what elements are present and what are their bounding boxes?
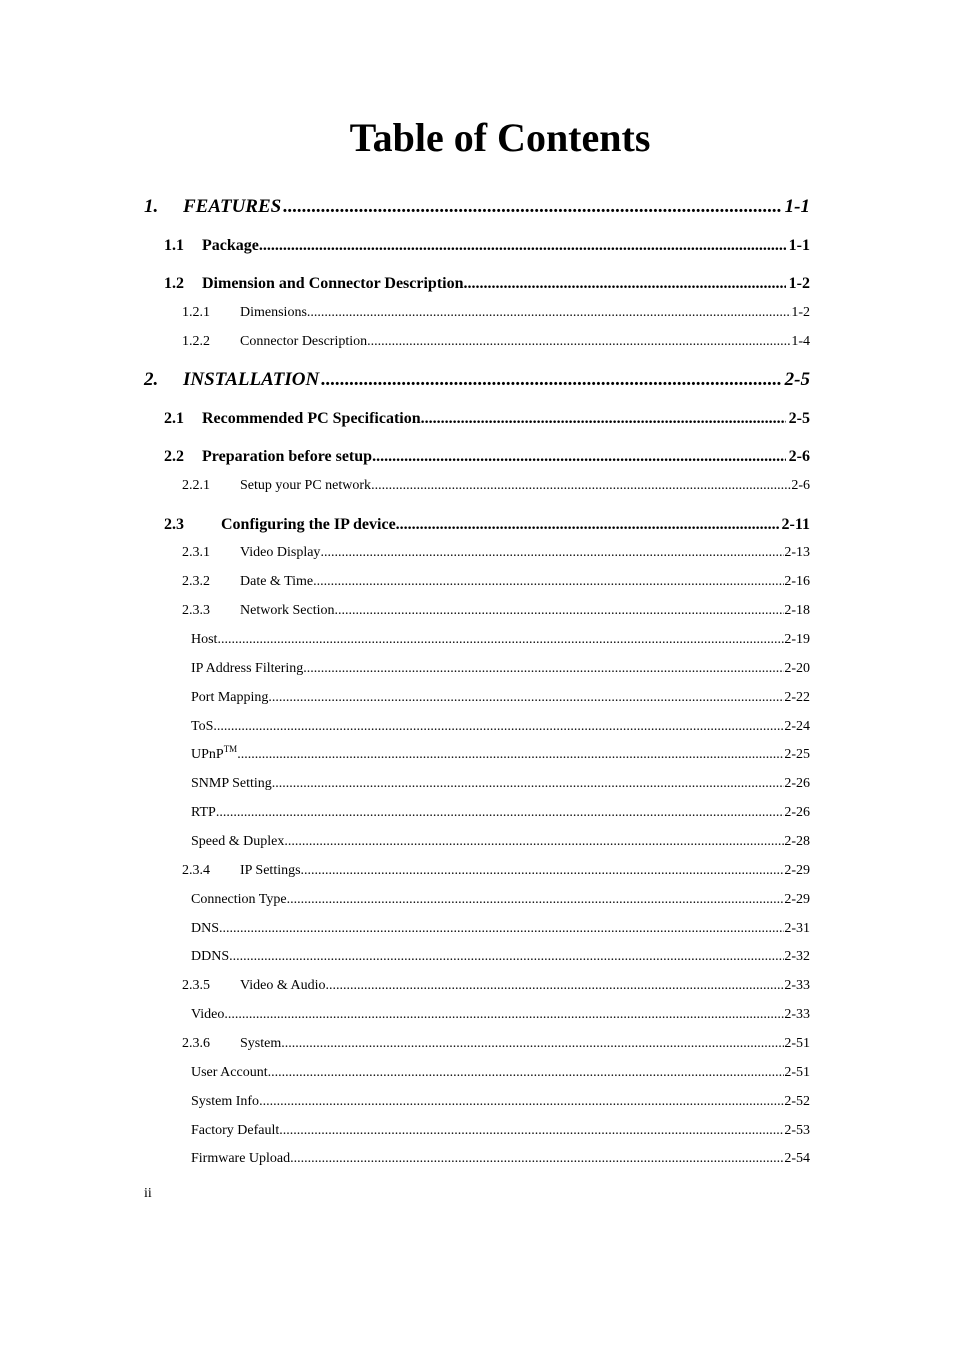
toc-text: Speed & Duplex: [191, 834, 285, 849]
toc-page: 1-4: [791, 334, 810, 349]
toc-text: DDNS: [191, 949, 230, 964]
toc-page: 1-2: [791, 305, 810, 320]
toc-page: 2-5: [788, 410, 810, 427]
toc-entry-snmp-setting[interactable]: [191, 776, 810, 792]
toc-leader: [219, 921, 784, 937]
toc-text: [191, 744, 238, 763]
toc-text: Package: [202, 237, 259, 254]
toc-number: 2.3.5: [182, 978, 210, 993]
toc-text: Preparation before setup: [202, 448, 373, 465]
toc-text: Dimensions: [240, 305, 307, 320]
toc-entry-ip-address-filtering[interactable]: [191, 661, 810, 677]
toc-page: 2-5: [784, 369, 810, 390]
toc-leader: [421, 410, 786, 428]
toc-entry-package[interactable]: [164, 237, 810, 255]
toc-entry-preparation[interactable]: [164, 448, 810, 466]
toc-leader: [313, 574, 784, 590]
trademark-sup: TM: [223, 744, 238, 754]
toc-entry-speed-duplex[interactable]: [191, 834, 810, 850]
toc-page: 2-16: [784, 574, 810, 589]
toc-page: 2-53: [784, 1123, 810, 1138]
toc-leader: [216, 805, 784, 821]
toc-text: System Info: [191, 1094, 260, 1109]
toc-number: 2.1: [164, 410, 184, 427]
toc-entry-dns[interactable]: [191, 921, 810, 937]
toc-text: FEATURES: [183, 196, 282, 217]
toc-text: Network Section: [240, 603, 335, 618]
toc-text: User Account: [191, 1065, 268, 1080]
toc-leader: [303, 661, 784, 677]
toc-entry-system[interactable]: [182, 1036, 810, 1052]
toc-leader: [396, 516, 779, 534]
toc-entry-ip-settings[interactable]: [182, 863, 810, 879]
toc-number: 1.2: [164, 275, 184, 292]
toc-text: Setup your PC network: [240, 478, 372, 493]
toc-leader: [268, 1065, 785, 1081]
toc-leader: [334, 603, 784, 619]
toc-entry-features[interactable]: [144, 196, 810, 218]
toc-number: 2.: [144, 369, 159, 390]
toc-page: 1-1: [784, 196, 810, 217]
toc-entry-dimension-connector[interactable]: [164, 275, 810, 293]
toc-text: Port Mapping: [191, 690, 269, 705]
toc-entry-video-audio[interactable]: [182, 978, 810, 994]
toc-entry-system-info[interactable]: [191, 1094, 810, 1110]
toc-number: 2.2: [164, 448, 184, 465]
toc-number: 1.1: [164, 237, 184, 254]
toc-number: 2.2.1: [182, 478, 210, 493]
toc-page: 2-51: [784, 1065, 810, 1080]
toc-text: ToS: [191, 719, 214, 734]
toc-page: 2-52: [784, 1094, 810, 1109]
toc-page: 2-25: [784, 747, 810, 762]
toc-leader: [307, 305, 791, 321]
toc-number: 2.3.2: [182, 574, 210, 589]
toc-entry-recommended-pc[interactable]: [164, 410, 810, 428]
toc-leader: [237, 747, 784, 763]
toc-leader: [290, 1151, 784, 1167]
toc-page: 2-33: [784, 978, 810, 993]
toc-text: Connection Type: [191, 892, 287, 907]
toc-entry-date-time[interactable]: [182, 574, 810, 590]
toc-page: 2-54: [784, 1151, 810, 1166]
toc-leader: [283, 196, 780, 218]
toc-entry-connection-type[interactable]: [191, 892, 810, 908]
toc-page: 2-33: [784, 1007, 810, 1022]
toc-entry-video-display[interactable]: [182, 545, 810, 561]
toc-text: RTP: [191, 805, 216, 820]
toc-text: DNS: [191, 921, 220, 936]
toc-leader: [371, 478, 791, 494]
toc-page: 2-29: [784, 892, 810, 907]
toc-leader: [281, 1036, 784, 1052]
toc-leader: [259, 237, 786, 255]
toc-leader: [287, 892, 785, 908]
toc-entry-ddns[interactable]: [191, 949, 810, 965]
toc-leader: [213, 719, 784, 735]
toc-entry-connector-description[interactable]: [182, 334, 810, 350]
toc-text: Firmware Upload: [191, 1151, 291, 1166]
toc-text: Video Display: [240, 545, 321, 560]
toc-text: Host: [191, 632, 218, 647]
toc-page: 2-11: [781, 516, 810, 533]
toc-leader: [217, 632, 784, 648]
toc-text: System: [240, 1036, 282, 1051]
toc-leader: [326, 978, 785, 994]
toc-leader: [301, 863, 785, 879]
toc-page: 2-18: [784, 603, 810, 618]
toc-page: 2-6: [788, 448, 810, 465]
toc-text: Dimension and Connector Description: [202, 275, 464, 292]
toc-entry-installation[interactable]: [144, 369, 810, 391]
toc-text: Configuring the IP device: [221, 516, 396, 533]
toc-leader: [229, 949, 784, 965]
toc-page: 2-31: [784, 921, 810, 936]
toc-page: 2-19: [784, 632, 810, 647]
toc-entry-rtp[interactable]: [191, 805, 810, 821]
toc-page: 2-20: [784, 661, 810, 676]
toc-page: 2-29: [784, 863, 810, 878]
toc-text: IP Settings: [240, 863, 301, 878]
toc-text-main: UPnP: [191, 747, 224, 762]
toc-text: IP Address Filtering: [191, 661, 304, 676]
toc-leader: [268, 690, 784, 706]
toc-leader: [321, 369, 780, 391]
toc-number: 2.3.6: [182, 1036, 210, 1051]
toc-page: 1-1: [788, 237, 810, 254]
toc-text: Video & Audio: [240, 978, 326, 993]
toc-entry-upnp[interactable]: [191, 744, 810, 763]
page-title: Table of Contents: [349, 115, 651, 160]
page-number: ii: [144, 1186, 152, 1201]
toc-number: 1.2.2: [182, 334, 210, 349]
toc-leader: [259, 1094, 784, 1110]
toc-entry-video[interactable]: [191, 1007, 810, 1023]
toc-leader: [464, 275, 786, 293]
toc-entry-factory-default[interactable]: [191, 1123, 810, 1139]
toc-page: 2-28: [784, 834, 810, 849]
toc-text: Recommended PC Specification: [202, 410, 421, 427]
toc-page: 2-22: [784, 690, 810, 705]
toc-number: 1.: [144, 196, 159, 217]
toc-leader: [284, 834, 784, 850]
toc-number: 2.3.3: [182, 603, 210, 618]
toc-entry-tos[interactable]: [191, 719, 810, 735]
toc-leader: [279, 1123, 784, 1139]
toc-leader: [272, 776, 785, 792]
toc-page: 2-26: [784, 805, 810, 820]
toc-leader: [224, 1007, 784, 1023]
toc-page: 2-32: [784, 949, 810, 964]
toc-entry-user-account[interactable]: [191, 1065, 810, 1081]
toc-text: Factory Default: [191, 1123, 280, 1138]
toc-page: 2-13: [784, 545, 810, 560]
toc-entry-setup-pc-network[interactable]: [182, 478, 810, 494]
toc-leader: [320, 545, 784, 561]
toc-number: 2.3.4: [182, 863, 210, 878]
toc-number: 2.3.1: [182, 545, 210, 560]
toc-page: 2-6: [791, 478, 810, 493]
toc-entry-network-section[interactable]: [182, 603, 810, 619]
toc-text: Date & Time: [240, 574, 314, 589]
toc-entry-dimensions[interactable]: [182, 305, 810, 321]
toc-number: 2.3: [164, 516, 184, 533]
toc-number: 1.2.1: [182, 305, 210, 320]
toc-page: 2-24: [784, 719, 810, 734]
toc-leader: [367, 334, 791, 350]
toc-text: SNMP Setting: [191, 776, 272, 791]
toc-entry-host[interactable]: [191, 632, 810, 648]
toc-text: INSTALLATION: [183, 369, 320, 390]
toc-text: Connector Description: [240, 334, 368, 349]
toc-entry-configuring-ip[interactable]: [164, 516, 810, 534]
toc-leader: [372, 448, 786, 466]
toc-page: 1-2: [788, 275, 810, 292]
toc-page: 2-26: [784, 776, 810, 791]
toc-entry-firmware-upload[interactable]: [191, 1151, 810, 1167]
toc-entry-port-mapping[interactable]: [191, 690, 810, 706]
toc-page: 2-51: [784, 1036, 810, 1051]
toc-text: Video: [191, 1007, 225, 1022]
